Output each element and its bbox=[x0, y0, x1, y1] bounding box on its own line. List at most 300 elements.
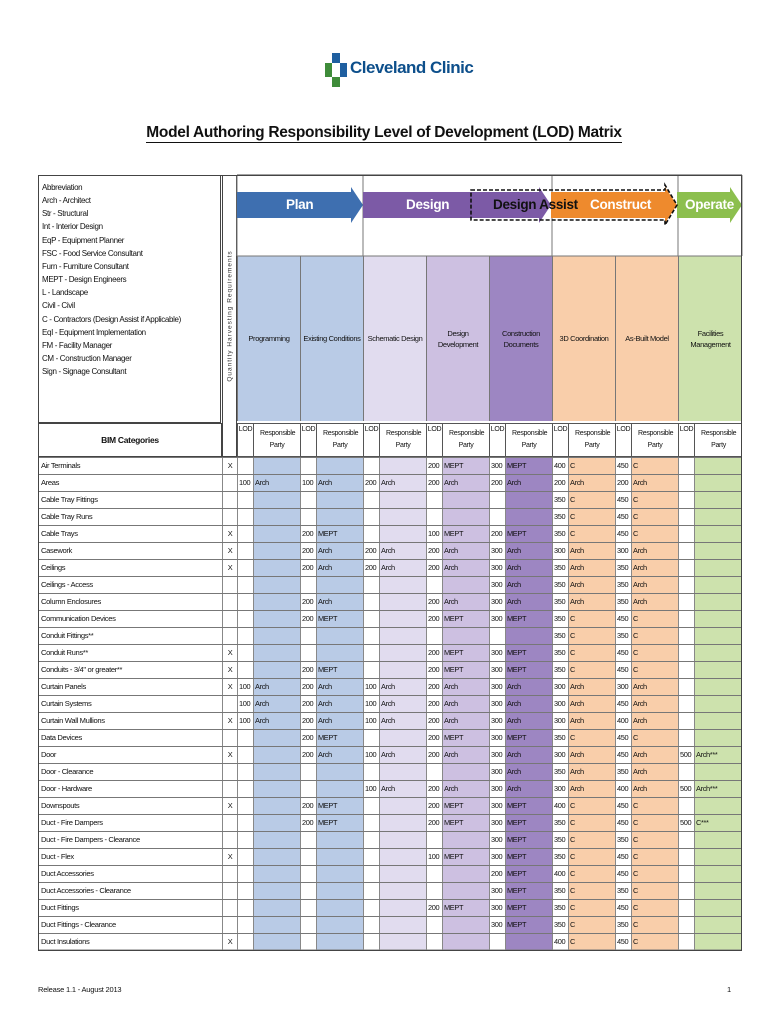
lod-value: 100 bbox=[237, 696, 253, 712]
lod-value bbox=[363, 492, 379, 508]
lod-value: 200 bbox=[300, 713, 316, 729]
abbreviation-item: Sign - Signage Consultant bbox=[42, 367, 127, 377]
responsible-party-value bbox=[505, 509, 552, 525]
lod-value: 350 bbox=[552, 526, 568, 542]
responsible-party-value: MEPT bbox=[505, 849, 552, 865]
lod-value: 200 bbox=[426, 679, 442, 695]
lod-value bbox=[300, 492, 316, 508]
responsible-party-value bbox=[316, 900, 363, 916]
responsible-party-value: Arch bbox=[316, 560, 363, 576]
responsible-party-value bbox=[379, 645, 426, 661]
responsible-party-value: Arch bbox=[379, 679, 426, 695]
responsible-party-value: Arch bbox=[568, 696, 615, 712]
lod-value bbox=[363, 594, 379, 610]
responsible-party-value bbox=[442, 764, 489, 780]
abbreviation-item: EqP - Equipment Planner bbox=[42, 235, 125, 245]
responsible-party-value bbox=[694, 475, 742, 491]
quantity-harvesting-mark bbox=[222, 900, 237, 916]
lod-value: 400 bbox=[615, 781, 631, 797]
responsible-party-value: Arch bbox=[631, 594, 678, 610]
lod-value bbox=[237, 917, 253, 933]
responsible-party-value bbox=[253, 611, 300, 627]
responsible-party-subheader: Responsible Party bbox=[505, 423, 552, 457]
responsible-party-value bbox=[316, 645, 363, 661]
responsible-party-value bbox=[253, 509, 300, 525]
responsible-party-subheader: Responsible Party bbox=[442, 423, 489, 457]
lod-value: 500 bbox=[678, 815, 694, 831]
responsible-party-value: MEPT bbox=[505, 611, 552, 627]
responsible-party-subheader: Responsible Party bbox=[631, 423, 678, 457]
table-row bbox=[38, 865, 742, 882]
bim-category-name: Door - Hardware bbox=[38, 781, 222, 797]
bim-category-name: Column Enclosures bbox=[38, 594, 222, 610]
lod-value bbox=[678, 458, 694, 474]
lod-value: 200 bbox=[426, 594, 442, 610]
lod-value bbox=[489, 934, 505, 950]
responsible-party-value: MEPT bbox=[505, 815, 552, 831]
lod-subheader: LOD bbox=[363, 423, 379, 457]
lod-subheader: LOD bbox=[300, 423, 316, 457]
responsible-party-value bbox=[694, 628, 742, 644]
responsible-party-value: MEPT bbox=[505, 883, 552, 899]
lod-value bbox=[300, 628, 316, 644]
lod-value bbox=[237, 594, 253, 610]
lod-value: 100 bbox=[237, 475, 253, 491]
responsible-party-value: Arch bbox=[631, 543, 678, 559]
lod-value bbox=[426, 492, 442, 508]
quantity-harvesting-label: Quantity Harvesting Requirements bbox=[226, 250, 233, 382]
quantity-harvesting-mark bbox=[222, 815, 237, 831]
lod-value bbox=[300, 900, 316, 916]
responsible-party-value bbox=[253, 645, 300, 661]
lod-value: 200 bbox=[300, 543, 316, 559]
responsible-party-value bbox=[379, 900, 426, 916]
responsible-party-value: MEPT bbox=[442, 611, 489, 627]
responsible-party-value: Arch bbox=[568, 747, 615, 763]
lod-value: 350 bbox=[552, 883, 568, 899]
lod-value: 100 bbox=[300, 475, 316, 491]
responsible-party-value bbox=[379, 458, 426, 474]
responsible-party-value: Arch bbox=[631, 679, 678, 695]
responsible-party-value: Arch bbox=[316, 679, 363, 695]
lod-value bbox=[678, 883, 694, 899]
quantity-harvesting-mark: X bbox=[222, 560, 237, 576]
lod-value: 200 bbox=[489, 526, 505, 542]
lod-value bbox=[678, 679, 694, 695]
responsible-party-value bbox=[253, 883, 300, 899]
lod-value: 350 bbox=[552, 492, 568, 508]
quantity-harvesting-mark: X bbox=[222, 849, 237, 865]
lod-value bbox=[363, 645, 379, 661]
lod-value bbox=[426, 917, 442, 933]
lod-value bbox=[300, 781, 316, 797]
lod-value bbox=[363, 849, 379, 865]
bim-category-name: Conduit Fittings** bbox=[38, 628, 222, 644]
lod-value bbox=[237, 645, 253, 661]
bim-category-name: Curtain Panels bbox=[38, 679, 222, 695]
lod-value: 450 bbox=[615, 900, 631, 916]
bim-category-name: Air Terminals bbox=[38, 458, 222, 474]
responsible-party-value bbox=[253, 560, 300, 576]
responsible-party-value bbox=[253, 934, 300, 950]
lod-value: 300 bbox=[552, 543, 568, 559]
lod-value: 200 bbox=[300, 747, 316, 763]
lod-value: 300 bbox=[489, 577, 505, 593]
quantity-harvesting-mark bbox=[222, 628, 237, 644]
lod-value bbox=[678, 526, 694, 542]
lod-value bbox=[678, 560, 694, 576]
table-row bbox=[38, 831, 742, 848]
responsible-party-value: C bbox=[631, 526, 678, 542]
lod-value bbox=[426, 832, 442, 848]
responsible-party-value: C bbox=[568, 645, 615, 661]
lod-value bbox=[237, 611, 253, 627]
responsible-party-value: Arch bbox=[379, 696, 426, 712]
bim-category-name: Conduits - 3/4" or greater** bbox=[38, 662, 222, 678]
lod-value: 200 bbox=[426, 475, 442, 491]
phase-design-label: Design bbox=[406, 197, 450, 212]
responsible-party-value bbox=[442, 917, 489, 933]
lod-value: 300 bbox=[489, 747, 505, 763]
table-row bbox=[38, 695, 742, 712]
lod-value bbox=[237, 849, 253, 865]
lod-value bbox=[363, 764, 379, 780]
lod-value bbox=[678, 662, 694, 678]
lod-value bbox=[300, 764, 316, 780]
lod-value bbox=[237, 577, 253, 593]
responsible-party-value: C bbox=[568, 458, 615, 474]
responsible-party-value: C bbox=[568, 798, 615, 814]
page-number: 1 bbox=[727, 985, 732, 994]
abbreviation-item: FM - Facility Manager bbox=[42, 340, 112, 350]
quantity-harvesting-mark bbox=[222, 781, 237, 797]
responsible-party-value bbox=[316, 764, 363, 780]
table-row bbox=[38, 797, 742, 814]
quantity-harvesting-mark: X bbox=[222, 645, 237, 661]
lod-value: 350 bbox=[552, 832, 568, 848]
document-title: Model Authoring Responsibility Level of Development (LOD) Matrix bbox=[146, 124, 622, 141]
responsible-party-value: Arch bbox=[442, 696, 489, 712]
lod-value: 450 bbox=[615, 509, 631, 525]
table-row bbox=[38, 474, 742, 491]
lod-value bbox=[363, 628, 379, 644]
lod-value: 200 bbox=[363, 475, 379, 491]
lod-value: 100 bbox=[426, 526, 442, 542]
lod-value: 300 bbox=[489, 900, 505, 916]
responsible-party-value: C bbox=[631, 866, 678, 882]
lod-value: 100 bbox=[363, 747, 379, 763]
responsible-party-value bbox=[316, 866, 363, 882]
responsible-party-value: Arch bbox=[568, 764, 615, 780]
lod-value: 350 bbox=[615, 917, 631, 933]
lod-value: 500 bbox=[678, 781, 694, 797]
lod-value: 450 bbox=[615, 492, 631, 508]
responsible-party-value bbox=[694, 849, 742, 865]
lod-value bbox=[237, 662, 253, 678]
lod-value bbox=[678, 713, 694, 729]
lod-value bbox=[363, 832, 379, 848]
lod-value bbox=[237, 628, 253, 644]
responsible-party-value: MEPT bbox=[442, 730, 489, 746]
lod-value: 200 bbox=[426, 662, 442, 678]
lod-value: 400 bbox=[552, 934, 568, 950]
responsible-party-value: C bbox=[568, 662, 615, 678]
lod-value: 200 bbox=[426, 730, 442, 746]
table-row bbox=[38, 814, 742, 831]
responsible-party-value: C bbox=[631, 832, 678, 848]
responsible-party-value: C bbox=[568, 526, 615, 542]
responsible-party-value bbox=[694, 594, 742, 610]
table-row bbox=[38, 729, 742, 746]
column-header-construction-documents: Construction Documents bbox=[489, 256, 552, 421]
lod-value: 200 bbox=[426, 645, 442, 661]
responsible-party-value: Arch bbox=[505, 781, 552, 797]
lod-value bbox=[300, 645, 316, 661]
lod-value bbox=[489, 509, 505, 525]
lod-value: 200 bbox=[552, 475, 568, 491]
bim-category-name: Downspouts bbox=[38, 798, 222, 814]
responsible-party-value: C bbox=[631, 645, 678, 661]
responsible-party-value bbox=[694, 526, 742, 542]
lod-value bbox=[363, 798, 379, 814]
abbreviation-item: CM - Construction Manager bbox=[42, 354, 132, 364]
lod-value: 200 bbox=[615, 475, 631, 491]
responsible-party-value bbox=[253, 628, 300, 644]
lod-value: 500 bbox=[678, 747, 694, 763]
lod-value bbox=[426, 628, 442, 644]
lod-value bbox=[678, 543, 694, 559]
responsible-party-value: Arch bbox=[568, 713, 615, 729]
responsible-party-subheader: Responsible Party bbox=[379, 423, 426, 457]
quantity-harvesting-mark bbox=[222, 832, 237, 848]
abbreviation-item: EqI - Equipment Implementation bbox=[42, 327, 146, 337]
lod-value: 450 bbox=[615, 934, 631, 950]
lod-value: 450 bbox=[615, 645, 631, 661]
quantity-harvesting-mark bbox=[222, 917, 237, 933]
lod-value: 350 bbox=[552, 645, 568, 661]
responsible-party-value: MEPT bbox=[505, 526, 552, 542]
responsible-party-value: MEPT bbox=[316, 798, 363, 814]
bim-category-name: Conduit Runs** bbox=[38, 645, 222, 661]
responsible-party-value: C bbox=[568, 509, 615, 525]
responsible-party-value: Arch bbox=[316, 747, 363, 763]
lod-value: 350 bbox=[615, 832, 631, 848]
lod-value bbox=[300, 458, 316, 474]
lod-value bbox=[678, 492, 694, 508]
lod-value: 200 bbox=[300, 560, 316, 576]
lod-value: 300 bbox=[489, 781, 505, 797]
responsible-party-value bbox=[316, 832, 363, 848]
responsible-party-value bbox=[253, 798, 300, 814]
responsible-party-value: Arch bbox=[379, 560, 426, 576]
responsible-party-value: Arch bbox=[316, 594, 363, 610]
responsible-party-value: C bbox=[568, 866, 615, 882]
responsible-party-value bbox=[694, 798, 742, 814]
lod-value: 350 bbox=[615, 628, 631, 644]
responsible-party-value bbox=[253, 747, 300, 763]
responsible-party-value: Arch bbox=[442, 475, 489, 491]
lod-value: 300 bbox=[489, 832, 505, 848]
lod-value: 100 bbox=[426, 849, 442, 865]
lod-value: 200 bbox=[300, 815, 316, 831]
lod-value bbox=[363, 662, 379, 678]
responsible-party-value: Arch bbox=[631, 747, 678, 763]
abbreviation-item: L - Landscape bbox=[42, 288, 88, 298]
lod-value bbox=[678, 934, 694, 950]
lod-value: 400 bbox=[615, 713, 631, 729]
quantity-harvesting-mark: X bbox=[222, 543, 237, 559]
responsible-party-value: C bbox=[568, 730, 615, 746]
responsible-party-value: MEPT bbox=[505, 662, 552, 678]
lod-value bbox=[426, 934, 442, 950]
bim-category-name: Areas bbox=[38, 475, 222, 491]
lod-value bbox=[237, 526, 253, 542]
column-header-existing-conditions: Existing Conditions bbox=[300, 256, 363, 421]
lod-value: 350 bbox=[615, 560, 631, 576]
responsible-party-value bbox=[694, 577, 742, 593]
table-row bbox=[38, 542, 742, 559]
table-row bbox=[38, 559, 742, 576]
responsible-party-value bbox=[442, 509, 489, 525]
responsible-party-value: Arch bbox=[442, 594, 489, 610]
lod-value: 200 bbox=[300, 679, 316, 695]
abbreviation-item: Str - Structural bbox=[42, 209, 88, 219]
responsible-party-value bbox=[379, 594, 426, 610]
responsible-party-value bbox=[316, 934, 363, 950]
phase-operate-label: Operate bbox=[685, 197, 734, 212]
quantity-harvesting-mark: X bbox=[222, 458, 237, 474]
responsible-party-value bbox=[379, 492, 426, 508]
responsible-party-value bbox=[379, 866, 426, 882]
lod-value: 200 bbox=[426, 611, 442, 627]
responsible-party-value: C bbox=[568, 934, 615, 950]
table-row bbox=[38, 882, 742, 899]
lod-value: 200 bbox=[426, 713, 442, 729]
phase-plan-label: Plan bbox=[286, 197, 314, 212]
responsible-party-subheader: Responsible Party bbox=[253, 423, 300, 457]
lod-value bbox=[237, 458, 253, 474]
quantity-harvesting-mark bbox=[222, 730, 237, 746]
abbreviation-item: FSC - Food Service Consultant bbox=[42, 248, 143, 258]
responsible-party-value bbox=[379, 730, 426, 746]
table-row bbox=[38, 712, 742, 729]
bim-category-name: Ceilings bbox=[38, 560, 222, 576]
responsible-party-value bbox=[316, 509, 363, 525]
responsible-party-value bbox=[253, 815, 300, 831]
quantity-harvesting-mark bbox=[222, 764, 237, 780]
lod-value: 300 bbox=[489, 560, 505, 576]
responsible-party-value: Arch bbox=[442, 560, 489, 576]
quantity-harvesting-mark bbox=[222, 594, 237, 610]
responsible-party-value bbox=[694, 713, 742, 729]
lod-value: 350 bbox=[552, 764, 568, 780]
bim-category-name: Curtain Wall Mullions bbox=[38, 713, 222, 729]
lod-value: 300 bbox=[489, 713, 505, 729]
lod-value: 200 bbox=[300, 696, 316, 712]
bim-category-name: Curtain Systems bbox=[38, 696, 222, 712]
responsible-party-value bbox=[316, 577, 363, 593]
responsible-party-value: Arch bbox=[379, 747, 426, 763]
responsible-party-value: Arch bbox=[631, 560, 678, 576]
responsible-party-value bbox=[253, 458, 300, 474]
responsible-party-value: C bbox=[568, 900, 615, 916]
lod-value bbox=[678, 577, 694, 593]
responsible-party-value: Arch bbox=[442, 781, 489, 797]
responsible-party-value: MEPT bbox=[505, 866, 552, 882]
bim-category-name: Data Devices bbox=[38, 730, 222, 746]
responsible-party-value: Arch bbox=[379, 713, 426, 729]
abbreviation-item: MEPT - Design Engineers bbox=[42, 275, 127, 285]
responsible-party-value: MEPT bbox=[316, 815, 363, 831]
responsible-party-value: C bbox=[568, 815, 615, 831]
responsible-party-value: Arch bbox=[253, 696, 300, 712]
lod-value bbox=[237, 832, 253, 848]
lod-value: 300 bbox=[489, 645, 505, 661]
lod-value: 350 bbox=[615, 577, 631, 593]
lod-value: 300 bbox=[615, 679, 631, 695]
lod-value: 200 bbox=[489, 475, 505, 491]
responsible-party-value: C bbox=[631, 611, 678, 627]
bim-category-name: Cable Tray Runs bbox=[38, 509, 222, 525]
responsible-party-value bbox=[253, 543, 300, 559]
quantity-harvesting-mark: X bbox=[222, 747, 237, 763]
bim-category-name: Duct - Fire Dampers - Clearance bbox=[38, 832, 222, 848]
lod-value: 350 bbox=[552, 662, 568, 678]
responsible-party-value bbox=[379, 849, 426, 865]
responsible-party-value bbox=[379, 628, 426, 644]
lod-value: 200 bbox=[489, 866, 505, 882]
lod-value: 400 bbox=[552, 798, 568, 814]
responsible-party-value bbox=[442, 866, 489, 882]
lod-value bbox=[363, 917, 379, 933]
lod-value: 350 bbox=[552, 594, 568, 610]
column-header-as-built-model: As-Built Model bbox=[615, 256, 678, 421]
lod-value: 100 bbox=[237, 713, 253, 729]
responsible-party-value: MEPT bbox=[442, 645, 489, 661]
table-row bbox=[38, 763, 742, 780]
responsible-party-value: Arch bbox=[253, 679, 300, 695]
lod-value bbox=[237, 492, 253, 508]
lod-value: 100 bbox=[363, 696, 379, 712]
responsible-party-value: MEPT bbox=[316, 730, 363, 746]
lod-value bbox=[426, 866, 442, 882]
lod-subheader: LOD bbox=[552, 423, 568, 457]
responsible-party-value: Arch bbox=[631, 577, 678, 593]
responsible-party-value: Arch bbox=[505, 713, 552, 729]
responsible-party-value bbox=[379, 934, 426, 950]
responsible-party-value: MEPT bbox=[316, 611, 363, 627]
responsible-party-value: MEPT bbox=[442, 849, 489, 865]
responsible-party-value: Arch bbox=[505, 747, 552, 763]
responsible-party-value bbox=[316, 458, 363, 474]
lod-value bbox=[678, 645, 694, 661]
column-header-design-development: Design Development bbox=[426, 256, 489, 421]
responsible-party-value bbox=[694, 832, 742, 848]
quantity-harvesting-mark: X bbox=[222, 713, 237, 729]
lod-subheader: LOD bbox=[678, 423, 694, 457]
bim-category-name: Duct - Flex bbox=[38, 849, 222, 865]
bim-category-name: Ceilings - Access bbox=[38, 577, 222, 593]
lod-value bbox=[678, 730, 694, 746]
responsible-party-value: C bbox=[631, 849, 678, 865]
lod-value bbox=[678, 832, 694, 848]
lod-value: 300 bbox=[489, 662, 505, 678]
abbreviation-item: Civil - Civil bbox=[42, 301, 75, 311]
responsible-party-value: C bbox=[631, 662, 678, 678]
table-row bbox=[38, 508, 742, 525]
lod-value: 300 bbox=[489, 798, 505, 814]
bim-category-name: Door bbox=[38, 747, 222, 763]
